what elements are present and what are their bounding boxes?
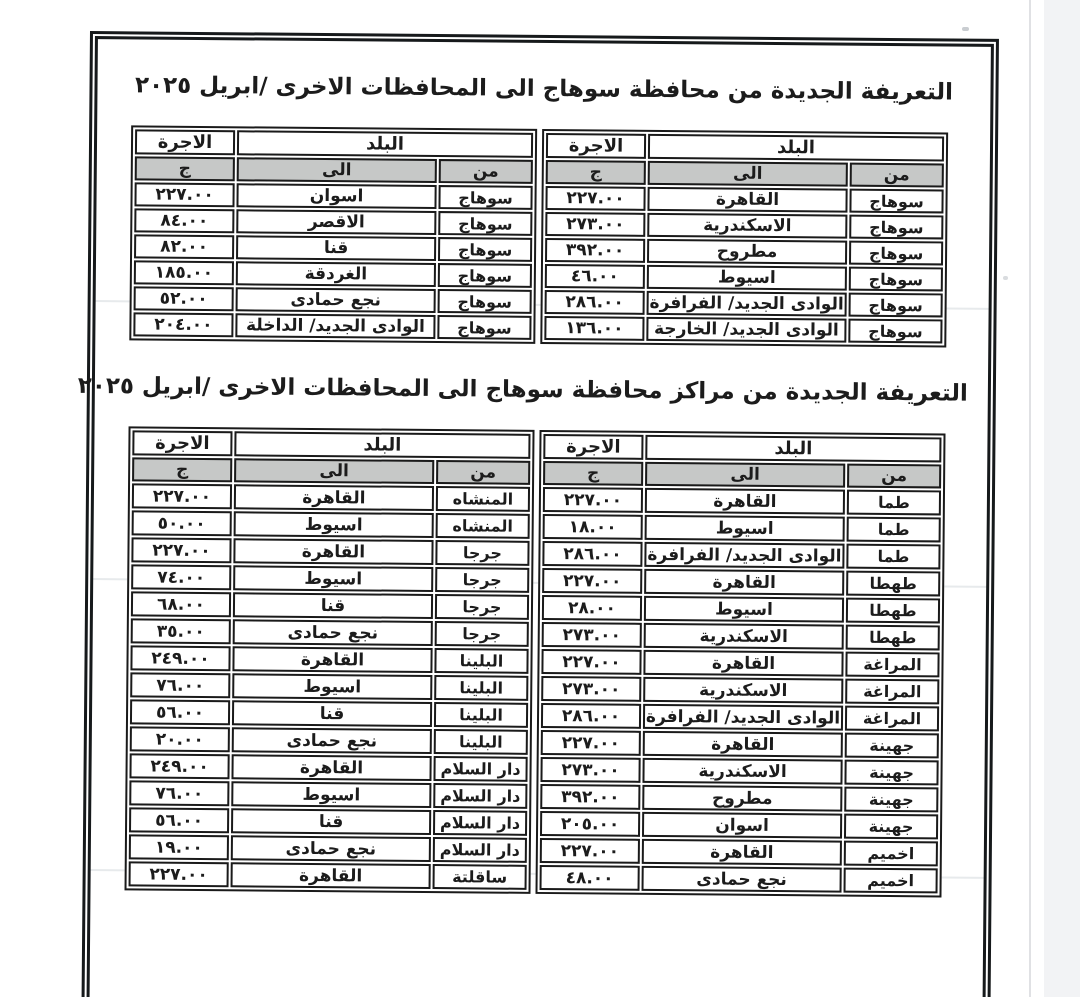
- cell-fare: ٥٦.٠٠: [130, 699, 230, 725]
- fare-row: [540, 838, 938, 866]
- cell-from: سوهاج: [849, 267, 943, 292]
- fare-row: [545, 238, 943, 265]
- cell-fare: ١٩.٠٠: [129, 834, 229, 860]
- cell-fare: ٢٢٧.٠٠: [540, 838, 640, 864]
- cell-to: مطروح: [642, 785, 842, 812]
- cell-to: قنا: [231, 808, 431, 835]
- fare-row: [134, 286, 532, 313]
- fare-row: [541, 676, 939, 704]
- fare-row: [134, 208, 532, 235]
- cell-fare: ٢٨٦.٠٠: [541, 703, 641, 729]
- fare-row: [134, 260, 532, 287]
- cell-from: اخميم: [844, 868, 938, 894]
- cell-to: مطروح: [647, 239, 847, 265]
- cell-to: اسيوط: [645, 515, 845, 542]
- cell-from: ساقلتة: [433, 864, 527, 890]
- cell-from: طهطا: [846, 571, 940, 597]
- cell-to: نجع حمادى: [233, 619, 433, 646]
- cell-fare: ٢٧٣.٠٠: [542, 622, 642, 648]
- cell-to: الوادى الجديد/ الفرافرة: [644, 542, 844, 569]
- fare-row: [540, 757, 938, 785]
- cell-from: طهطا: [846, 598, 940, 624]
- fare-row: [542, 568, 940, 596]
- header-currency: ج: [132, 457, 232, 482]
- fare-row: [543, 514, 941, 542]
- header-row-from-to: [135, 156, 533, 183]
- cell-fare: ٢٢٧.٠٠: [542, 568, 642, 594]
- table2-title: التعريفة الجديدة من مراكز محافظة سوهاج الى المحافظات الاخرى /ابريل ٢٠٢٥: [77, 372, 968, 407]
- cell-fare: ٢٢٧.٠٠: [131, 537, 231, 563]
- cell-from: جرجا: [435, 540, 529, 566]
- cell-from: البلينا: [434, 648, 528, 674]
- cell-fare: ٢٢٧.٠٠: [543, 487, 643, 513]
- header-country: البلد: [645, 435, 941, 463]
- fare-row: [540, 865, 938, 893]
- fare-row: [130, 645, 528, 673]
- cell-to: الوادى الجديد/ الداخلة: [235, 313, 435, 339]
- fare-row: [542, 622, 940, 650]
- cell-fare: ٢٨.٠٠: [542, 595, 642, 621]
- scanner-background-strip: [1044, 0, 1080, 997]
- cell-fare: ٢٨٦.٠٠: [542, 541, 642, 567]
- fare-row: [540, 811, 938, 839]
- cell-from: سوهاج: [849, 241, 943, 266]
- cell-to: الاسكندرية: [647, 213, 847, 239]
- cell-to: الغردقة: [236, 261, 436, 287]
- cell-to: القاهرة: [643, 650, 843, 677]
- cell-to: نجع حمادى: [236, 287, 436, 313]
- cell-fare: ٢٢٧.٠٠: [129, 861, 229, 887]
- header-to: الى: [648, 161, 848, 187]
- page-content: [77, 39, 991, 898]
- cell-fare: ٢٧٣.٠٠: [540, 757, 640, 783]
- cell-to: القاهرة: [643, 731, 843, 758]
- cell-from: البلينا: [434, 729, 528, 755]
- cell-to: الاقصر: [236, 209, 436, 235]
- cell-to: القاهرة: [234, 484, 434, 511]
- cell-to: الوادى الجديد/ الفرافرة: [647, 291, 847, 317]
- header-row-from-to: [546, 160, 944, 187]
- cell-from: البلينا: [434, 675, 528, 701]
- table1: [129, 125, 948, 347]
- cell-fare: ١٣٦.٠٠: [544, 316, 644, 341]
- cell-to: قنا: [236, 235, 436, 261]
- header-row-country: [135, 129, 533, 157]
- header-to: الى: [645, 462, 845, 488]
- cell-to: الوادى الجديد/ الخارجة: [646, 317, 846, 343]
- cell-fare: ٨٤.٠٠: [134, 208, 234, 233]
- cell-from: المراغة: [845, 679, 939, 705]
- cell-fare: ٢٠.٠٠: [130, 726, 230, 752]
- cell-to: القاهرة: [647, 187, 847, 213]
- cell-fare: ١٨.٠٠: [543, 514, 643, 540]
- cell-from: سوهاج: [438, 211, 532, 236]
- cell-fare: ٢٧٣.٠٠: [545, 212, 645, 237]
- cell-fare: ٧٦.٠٠: [130, 672, 230, 698]
- header-from: من: [850, 163, 944, 188]
- header-row-from-to: [543, 461, 941, 488]
- header-from: من: [847, 464, 941, 489]
- cell-from: دار السلام: [433, 837, 527, 863]
- header-row-from-to: [132, 457, 530, 484]
- cell-from: جهينة: [844, 760, 938, 786]
- cell-to: نجع حمادى: [231, 835, 431, 862]
- cell-to: نجع حمادى: [642, 866, 842, 893]
- cell-fare: ٢٨٦.٠٠: [545, 290, 645, 315]
- fare-row: [134, 182, 532, 209]
- cell-fare: ٦٨.٠٠: [131, 591, 231, 617]
- table2: [125, 426, 946, 897]
- cell-from: جرجا: [435, 621, 529, 647]
- table1-left-half: [129, 125, 537, 344]
- fare-row: [541, 649, 939, 677]
- cell-fare: ٧٦.٠٠: [129, 780, 229, 806]
- fare-row: [129, 807, 527, 835]
- cell-fare: ٢٢٧.٠٠: [134, 182, 234, 207]
- fare-row: [545, 264, 943, 291]
- cell-to: القاهرة: [231, 862, 431, 889]
- header-currency: ج: [543, 461, 643, 486]
- header-currency: ج: [135, 156, 235, 181]
- cell-to: اسيوط: [647, 265, 847, 291]
- cell-to: الاسكندرية: [644, 623, 844, 650]
- cell-from: سوهاج: [438, 289, 532, 314]
- header-row-country: [546, 133, 944, 161]
- cell-from: سوهاج: [438, 263, 532, 288]
- cell-fare: ٤٨.٠٠: [540, 865, 640, 891]
- cell-from: جهينة: [845, 733, 939, 759]
- fare-row: [129, 780, 527, 808]
- cell-from: دار السلام: [433, 783, 527, 809]
- fare-row: [131, 591, 529, 619]
- cell-from: سوهاج: [437, 315, 531, 340]
- cell-fare: ٢٠٤.٠٠: [133, 312, 233, 337]
- header-to: الى: [237, 157, 437, 183]
- scan-artifact: [962, 27, 969, 31]
- fare-row: [541, 703, 939, 731]
- fare-row: [132, 483, 530, 511]
- fare-row: [545, 290, 943, 317]
- fare-row: [545, 186, 943, 213]
- cell-fare: ٣٩٢.٠٠: [545, 238, 645, 263]
- cell-from: جرجا: [435, 567, 529, 593]
- cell-from: اخميم: [844, 841, 938, 867]
- fare-row: [544, 316, 942, 343]
- fare-row: [133, 312, 531, 339]
- header-from: من: [439, 159, 533, 184]
- cell-to: القاهرة: [231, 754, 431, 781]
- cell-from: المراغة: [845, 706, 939, 732]
- header-country: البلد: [237, 130, 533, 158]
- cell-fare: ٢٢٧.٠٠: [541, 730, 641, 756]
- header-country: البلد: [648, 134, 944, 162]
- cell-from: جهينة: [844, 814, 938, 840]
- page-border-inner-frame: [77, 36, 994, 997]
- header-row-country: [132, 430, 530, 458]
- cell-from: سوهاج: [438, 237, 532, 262]
- fare-row: [540, 784, 938, 812]
- cell-fare: ٥٠.٠٠: [132, 510, 232, 536]
- fare-row: [543, 487, 941, 515]
- cell-to: قنا: [232, 700, 432, 727]
- page-border-frame: [77, 31, 999, 997]
- cell-to: القاهرة: [642, 839, 842, 866]
- cell-from: البلينا: [434, 702, 528, 728]
- cell-fare: ٢٧٣.٠٠: [541, 676, 641, 702]
- table2-right-half: [535, 430, 945, 898]
- cell-to: اسيوط: [232, 673, 432, 700]
- fare-row: [129, 753, 527, 781]
- cell-to: اسوان: [236, 183, 436, 209]
- table1-right-half: [540, 129, 948, 348]
- cell-to: قنا: [233, 592, 433, 619]
- fare-row: [541, 730, 939, 758]
- cell-to: القاهرة: [233, 538, 433, 565]
- fare-row: [131, 564, 529, 592]
- fare-row: [131, 537, 529, 565]
- cell-fare: ٣٩٢.٠٠: [540, 784, 640, 810]
- cell-to: القاهرة: [232, 646, 432, 673]
- cell-from: سوهاج: [849, 293, 943, 318]
- cell-to: نجع حمادى: [232, 727, 432, 754]
- cell-fare: ٢٢٧.٠٠: [541, 649, 641, 675]
- cell-fare: ٤٦.٠٠: [545, 264, 645, 289]
- fare-row: [134, 234, 532, 261]
- cell-from: دار السلام: [433, 756, 527, 782]
- cell-fare: ٢٤٩.٠٠: [130, 645, 230, 671]
- cell-fare: ٥٦.٠٠: [129, 807, 229, 833]
- fare-row: [132, 510, 530, 538]
- cell-fare: ٢٢٧.٠٠: [132, 483, 232, 509]
- header-currency: ج: [546, 160, 646, 185]
- header-to: الى: [234, 458, 434, 484]
- cell-to: الاسكندرية: [643, 677, 843, 704]
- fare-row: [129, 834, 527, 862]
- cell-fare: ٨٢.٠٠: [134, 234, 234, 259]
- fare-row: [131, 618, 529, 646]
- cell-from: دار السلام: [433, 810, 527, 836]
- fare-row: [542, 595, 940, 623]
- fare-row: [542, 541, 940, 569]
- fare-row: [130, 699, 528, 727]
- cell-from: سوهاج: [849, 189, 943, 214]
- cell-from: طهطا: [846, 625, 940, 651]
- cell-to: اسيوط: [231, 781, 431, 808]
- header-fare: الاجرة: [135, 129, 235, 155]
- header-from: من: [436, 460, 530, 485]
- header-fare: الاجرة: [543, 434, 643, 460]
- cell-fare: ١٨٥.٠٠: [134, 260, 234, 285]
- scan-artifact: [1003, 276, 1008, 280]
- fare-row: [130, 726, 528, 754]
- cell-from: جرجا: [435, 594, 529, 620]
- cell-from: جهينة: [844, 787, 938, 813]
- cell-fare: ٧٤.٠٠: [131, 564, 231, 590]
- cell-to: الوادى الجديد/ الفرافرة: [643, 704, 843, 731]
- cell-fare: ٢٤٩.٠٠: [129, 753, 229, 779]
- cell-from: سوهاج: [438, 185, 532, 210]
- cell-from: سوهاج: [848, 319, 942, 344]
- header-country: البلد: [234, 431, 530, 459]
- paper-edge-line: [1029, 0, 1031, 997]
- fare-row: [130, 672, 528, 700]
- cell-fare: ٣٥.٠٠: [131, 618, 231, 644]
- cell-from: طما: [846, 544, 940, 570]
- fare-row: [545, 212, 943, 239]
- cell-to: اسيوط: [233, 565, 433, 592]
- header-row-country: [543, 434, 941, 462]
- cell-to: اسيوط: [644, 596, 844, 623]
- cell-from: سوهاج: [849, 215, 943, 240]
- cell-from: طما: [847, 517, 941, 543]
- cell-to: اسوان: [642, 812, 842, 839]
- cell-to: الاسكندرية: [642, 758, 842, 785]
- cell-fare: ٢٢٧.٠٠: [545, 186, 645, 211]
- cell-from: طما: [847, 490, 941, 516]
- cell-from: المنشاه: [436, 513, 530, 539]
- cell-fare: ٢٠٥.٠٠: [540, 811, 640, 837]
- cell-fare: ٥٢.٠٠: [134, 286, 234, 311]
- header-fare: الاجرة: [132, 430, 232, 456]
- cell-to: القاهرة: [644, 569, 844, 596]
- table2-left-half: [125, 426, 535, 894]
- fare-row: [129, 861, 527, 889]
- table1-title: التعريفة الجديدة من محافظة سوهاج الى المحافظات الاخرى /ابريل ٢٠٢٥: [134, 72, 954, 106]
- cell-from: المراغة: [845, 652, 939, 678]
- cell-to: اسيوط: [234, 511, 434, 538]
- cell-to: القاهرة: [645, 488, 845, 515]
- cell-from: المنشاه: [436, 486, 530, 512]
- header-fare: الاجرة: [546, 133, 646, 159]
